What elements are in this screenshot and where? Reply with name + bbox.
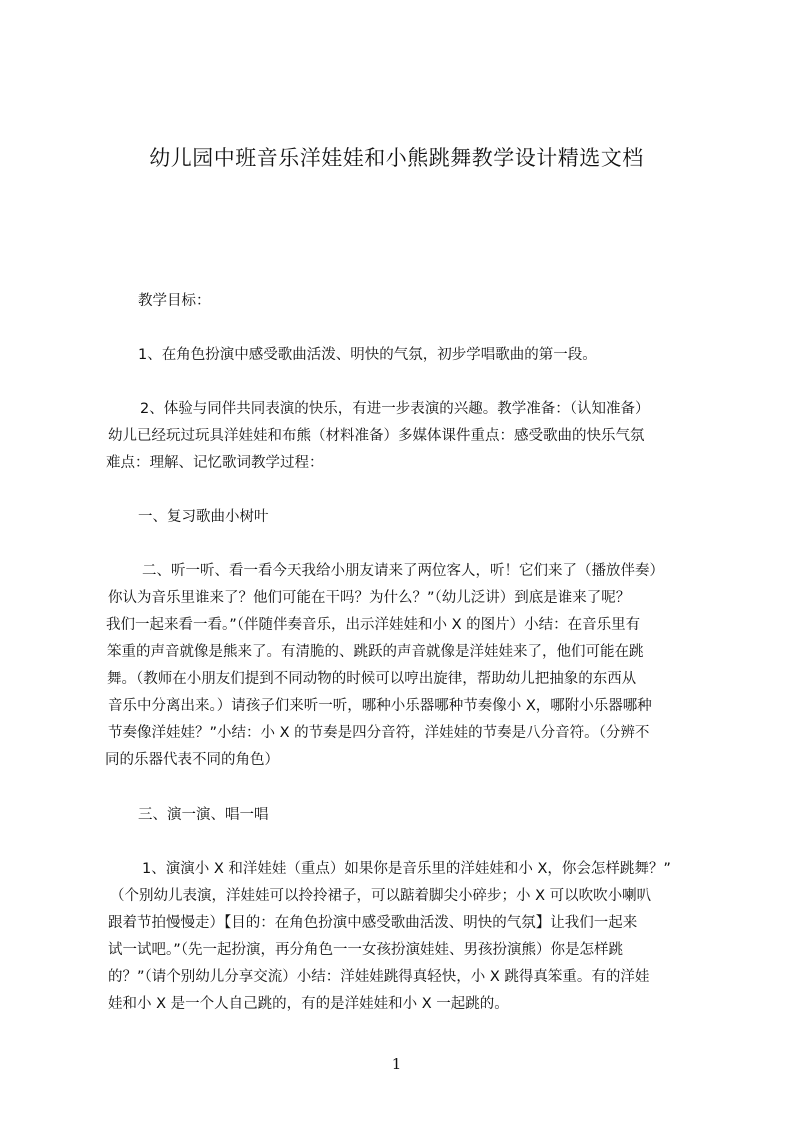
- section-2-line: 二、听一听、看一看今天我给小朋友请来了两位客人，听！它们来了（播放伴奏）: [142, 563, 664, 579]
- section-2-line: 笨重的声音就像是熊来了。有清脆的、跳跃的声音就像是洋娃娃来了，他们可能在跳: [107, 644, 644, 660]
- section-3-heading: 三、演一演、唱一唱: [138, 807, 269, 823]
- goal-2-line: 2、体验与同伴共同表演的快乐，有进一步表演的兴趣。教学准备：（认知准备）: [140, 401, 650, 417]
- document-title: 幼儿园中班音乐洋娃娃和小熊跳舞教学设计精选文档: [149, 146, 644, 170]
- section-1-heading: 一、复习歌曲小树叶: [138, 509, 269, 525]
- section-2-line: 你认为音乐里谁来了？他们可能在干吗？为什么？”（幼儿泛讲）到底是谁来了呢？: [108, 590, 631, 606]
- section-2-line: 我们一起来看一看。”（伴随伴奏音乐，出示洋娃娃和小 X 的图片）小结：在音乐里有: [106, 617, 641, 633]
- section-3-line: 跟着节拍慢慢走）【目的：在角色扮演中感受歌曲活泼、明快的气氛】让我们一起来: [108, 915, 638, 931]
- section-2-line: 节奏像洋娃娃？”小结：小 X 的节奏是四分音符，洋娃娃的节奏是八分音符。（分辨不: [108, 725, 650, 741]
- section-3-line: 娃和小 X 是一个人自己跳的，有的是洋娃娃和小 X 一起跳的。: [108, 996, 509, 1012]
- section-3-line: 1、演演小 X 和洋娃娃（重点）如果你是音乐里的洋娃娃和小 X，你会怎样跳舞？”: [142, 861, 671, 877]
- section-3-line: （个别幼儿表演，洋娃娃可以拎拎裙子，可以踮着脚尖小碎步；小 X 可以吹吹小喇叭: [110, 888, 652, 904]
- section-3-line: 的？”（请个别幼儿分享交流）小结：洋娃娃跳得真轻快，小 X 跳得真笨重。有的洋娃: [108, 969, 650, 985]
- goal-2-line: 难点：理解、记忆歌词教学过程：: [106, 455, 324, 471]
- page-number: 1: [391, 1055, 402, 1073]
- goals-heading: 教学目标：: [138, 293, 211, 309]
- section-2-line: 音乐中分离出来。）请孩子们来听一听，哪种小乐器哪种节奏像小 X，哪附小乐器哪种: [108, 698, 652, 714]
- section-3-line: 试一试吧。”（先一起扮演，再分角色一一女孩扮演娃娃、男孩扮演熊）你是怎样跳: [108, 942, 624, 958]
- goal-2-line: 幼儿已经玩过玩具洋娃娃和布熊（材料准备）多媒体课件重点：感受歌曲的快乐气氛: [108, 428, 645, 444]
- section-2-line: 舞。（教师在小朋友们提到不同动物的时候可以哼出旋律，帮助幼儿把抽象的东西从: [107, 671, 637, 687]
- section-2-line: 同的乐器代表不同的角色）: [105, 752, 279, 768]
- goal-1-text: 1、在角色扮演中感受歌曲活泼、明快的气氛，初步学唱歌曲的第一段。: [138, 347, 597, 363]
